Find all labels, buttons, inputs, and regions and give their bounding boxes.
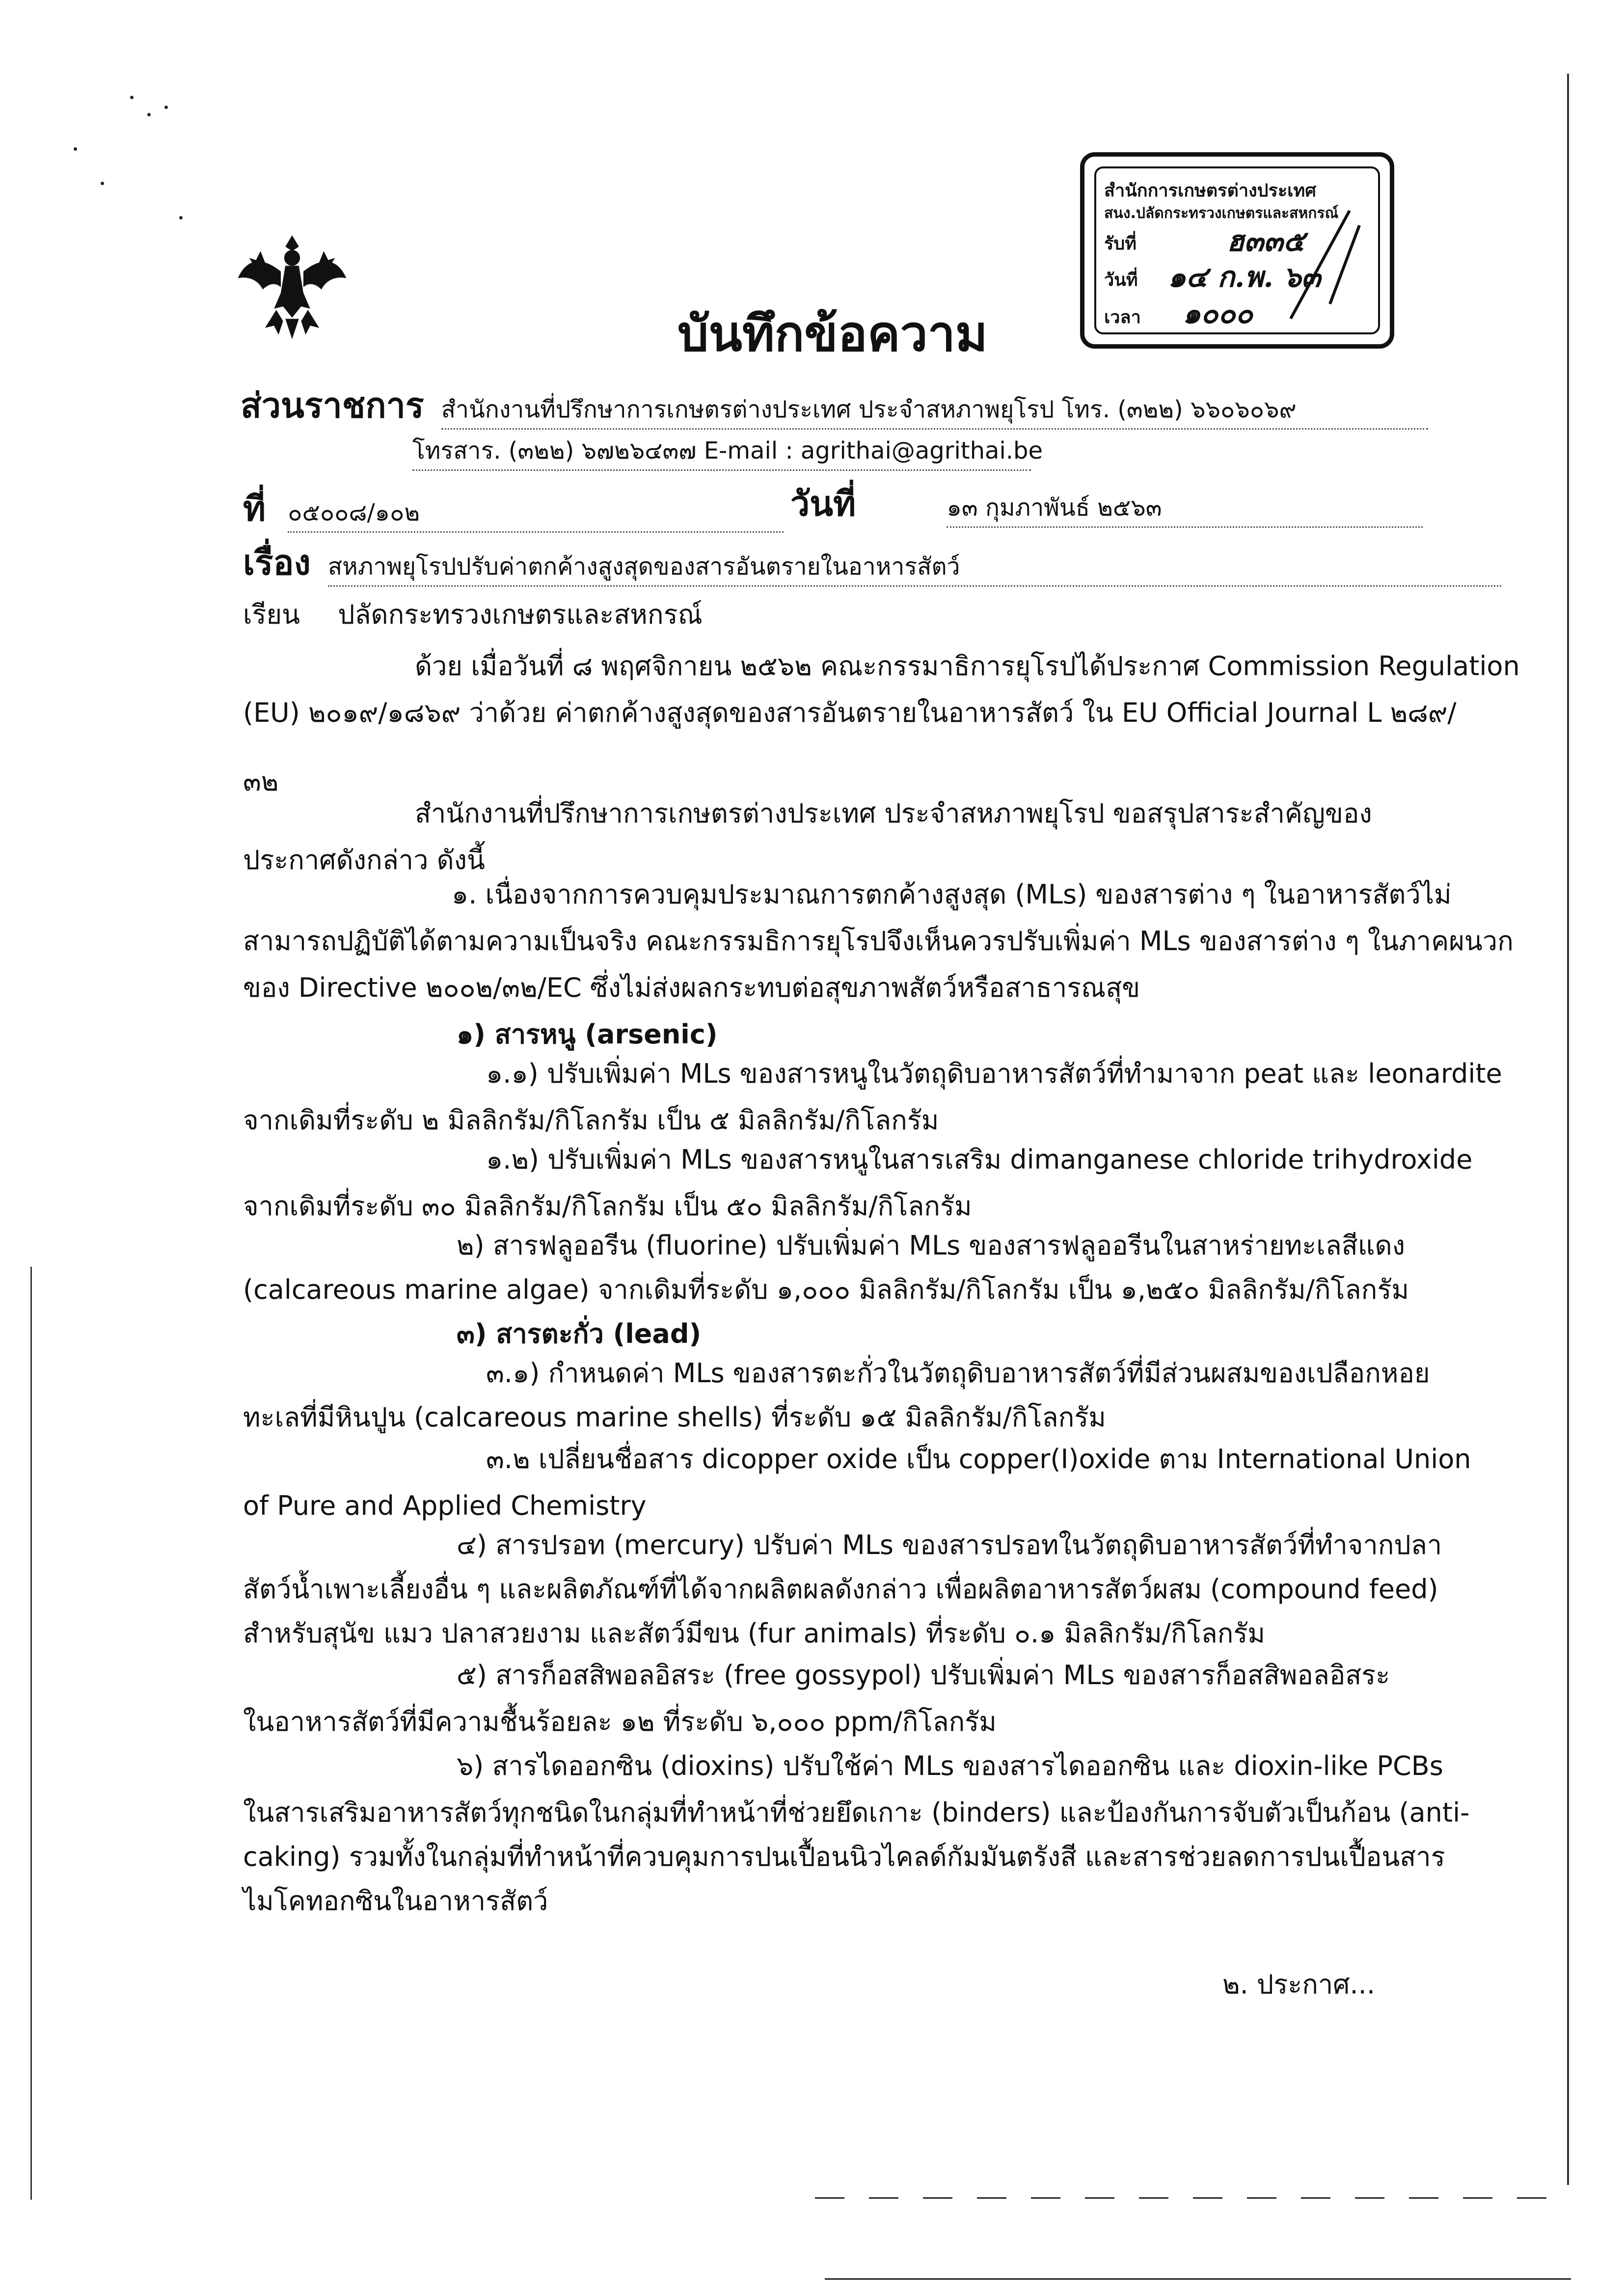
stamp-time-value: ๑๐๐๐: [1183, 297, 1253, 330]
reference-value: ๐๕๐๐๘/๑๐๒: [288, 494, 784, 533]
date-value: ๑๓ กุมภาพันธ์ ๒๕๖๓: [947, 489, 1423, 528]
body-line: ๑.๑) ปรับเพิ่มค่า MLs ของสารหนูในวัตถุดิบอาหารสัตว์ที่ทำมาจาก peat และ leonardite: [486, 1058, 1502, 1089]
section-heading: ๖) สารไดออกซิน (dioxins) ปรับใช้ค่า MLs ของสารไดออกซิน และ dioxin-like PCBs: [457, 1750, 1443, 1781]
body-line: ๑. เนื่องจากการควบคุมประมาณการตกค้างสูงสุด (MLs) ของสารต่าง ๆ ในอาหารสัตว์ไม่: [452, 879, 1452, 910]
section-heading: ๓) สารตะกั่ว (lead): [457, 1318, 702, 1349]
stamp-date-value: ๑๔ ก.พ. ๖๓: [1168, 260, 1321, 294]
date-row: [790, 476, 1423, 531]
body-line: สัตว์น้ำเพาะเลี้ยงอื่น ๆ และผลิตภัณฑ์ที่ได้จากผลิตผลดังกล่าว เพื่อผลิตอาหารสัตว์ผสม (compound feed): [243, 1574, 1438, 1605]
section-heading: ๔) สารปรอท (mercury) ปรับค่า MLs ของสารปรอทในวัตถุดิบอาหารสัตว์ที่ทำจากปลา: [457, 1529, 1442, 1560]
scan-edge-line: [1567, 74, 1569, 2185]
addressee-row: [243, 599, 703, 631]
body-line: ด้วย เมื่อวันที่ ๘ พฤศจิกายน ๒๕๖๒ คณะกรรมาธิการยุโรปได้ประกาศ Commission Regulation: [415, 651, 1520, 682]
subject-row: [243, 535, 1501, 590]
body-line: ๓.๑) กำหนดค่า MLs ของสารตะกั่วในวัตถุดิบอาหารสัตว์ที่มีส่วนผสมของเปลือกหอย: [486, 1358, 1430, 1389]
continuation-note: ๒. ประกาศ...: [1222, 1969, 1376, 2000]
body-line: จากเดิมที่ระดับ ๓๐ มิลลิกรัม/กิโลกรัม เป็น ๕๐ มิลลิกรัม/กิโลกรัม: [243, 1191, 972, 1222]
stamp-received-no-value: ฮ๓๓๕: [1227, 224, 1305, 258]
agency-row: [241, 378, 1428, 433]
body-line: ในสารเสริมอาหารสัตว์ทุกชนิดในกลุ่มที่ทำหน้าที่ช่วยยึดเกาะ (binders) และป้องกันการจับตัวเป็นก้อน (anti-: [243, 1797, 1470, 1828]
agency-value: สำนักงานที่ปรึกษาการเกษตรต่างประเทศ ประจำสหภาพยุโรป โทร. (๓๒๒) ๖๖๐๖๐๖๙: [441, 391, 1428, 430]
body-line: สำหรับสุนัข แมว ปลาสวยงาม และสัตว์มีขน (fur animals) ที่ระดับ ๐.๑ มิลลิกรัม/กิโลกรัม: [243, 1618, 1265, 1649]
body-line: (calcareous marine algae) จากเดิมที่ระดับ ๑,๐๐๐ มิลลิกรัม/กิโลกรัม เป็น ๑,๒๕๐ มิลลิกรัม/กิโลกรัม: [243, 1274, 1409, 1305]
section-heading: ๑) สารหนู (arsenic): [457, 1019, 718, 1050]
stamp-time-label: เวลา: [1104, 307, 1141, 327]
addressee-value: ปลัดกระทรวงเกษตรและสหกรณ์: [338, 599, 703, 630]
body-line: ของ Directive ๒๐๐๒/๓๒/EC ซึ่งไม่ส่งผลกระทบต่อสุขภาพสัตว์หรือสาธารณสุข: [243, 972, 1140, 1003]
body-line: (EU) ๒๐๑๙/๑๘๖๙ ว่าด้วย ค่าตกค้างสูงสุดของสารอันตรายในอาหารสัตว์ ใน EU Official Journal L ๒๘๙/: [243, 697, 1457, 728]
body-line: จากเดิมที่ระดับ ๒ มิลลิกรัม/กิโลกรัม เป็น ๕ มิลลิกรัม/กิโลกรัม: [243, 1105, 939, 1136]
body-line: of Pure and Applied Chemistry: [243, 1490, 647, 1521]
body-line: ๓๒: [243, 766, 279, 797]
addressee-label: เรียน: [243, 599, 300, 630]
section-heading: ๕) สารก็อสสิพอลอิสระ (free gossypol) ปรับเพิ่มค่า MLs ของสารก็อสสิพอลอิสระ: [457, 1660, 1390, 1691]
section-heading: ๒) สารฟลูออรีน (fluorine) ปรับเพิ่มค่า MLs ของสารฟลูออรีนในสาหร่ายทะเลสีแดง: [457, 1230, 1405, 1261]
agency-fax-email: โทรสาร. (๓๒๒) ๖๗๒๖๔๓๗ E-mail : agrithai@agrithai.be: [412, 432, 1031, 471]
reference-label: ที่: [243, 489, 266, 529]
body-line: ๓.๒ เปลี่ยนชื่อสาร dicopper oxide เป็น copper(I)oxide ตาม International Union: [486, 1444, 1471, 1474]
agency-label: ส่วนราชการ: [241, 385, 424, 426]
stamp-ministry-line: สนง.ปลัดกระทรวงเกษตรและสหกรณ์: [1104, 205, 1339, 222]
body-line: ไมโคทอกซินในอาหารสัตว์: [243, 1885, 548, 1916]
stamp-received-no-label: รับที่: [1104, 234, 1137, 254]
body-line: ประกาศดังกล่าว ดังนี้: [243, 845, 485, 875]
date-label: วันที่: [790, 484, 856, 524]
body-line: caking) รวมทั้งในกลุ่มที่ทำหน้าที่ควบคุมการปนเปื้อนนิวไคลด์กัมมันตรังสี และสารช่วยลดการปนเปื้อนสาร: [243, 1841, 1445, 1872]
body-line: ๑.๒) ปรับเพิ่มค่า MLs ของสารหนูในสารเสริม dimanganese chloride trihydroxide: [486, 1144, 1473, 1175]
document-title: บันทึกข้อความ: [677, 305, 988, 362]
garuda-emblem-icon: [236, 231, 349, 344]
body-line: สำนักงานที่ปรึกษาการเกษตรต่างประเทศ ประจำสหภาพยุโรป ขอสรุปสาระสำคัญของ: [415, 798, 1372, 829]
stamp-signature-stroke: [1084, 157, 1399, 353]
stamp-office-line: สำนักการเกษตรต่างประเทศ: [1104, 181, 1317, 201]
subject-value: สหภาพยุโรปปรับค่าตกค้างสูงสุดของสารอันตรายในอาหารสัตว์: [328, 548, 1501, 587]
body-line: ในอาหารสัตว์ที่มีความชื้นร้อยละ ๑๒ ที่ระดับ ๖,๐๐๐ ppm/กิโลกรัม: [243, 1706, 997, 1737]
stamp-date-label: วันที่: [1104, 270, 1138, 290]
body-line: สามารถปฏิบัติได้ตามความเป็นจริง คณะกรรมธิการยุโรปจึงเห็นควรปรับเพิ่มค่า MLs ของสารต่าง ๆ ในภาคผนวก: [243, 926, 1514, 956]
body-line: ทะเลที่มีหินปูน (calcareous marine shells) ที่ระดับ ๑๕ มิลลิกรัม/กิโลกรัม: [243, 1402, 1106, 1433]
footer-rule: [825, 2278, 1571, 2280]
subject-label: เรื่อง: [243, 543, 311, 583]
reference-row: [243, 481, 784, 536]
footer-dashed-rule: [815, 2197, 1566, 2199]
scan-edge-line-left: [30, 1267, 32, 2200]
received-stamp: [1080, 152, 1394, 349]
